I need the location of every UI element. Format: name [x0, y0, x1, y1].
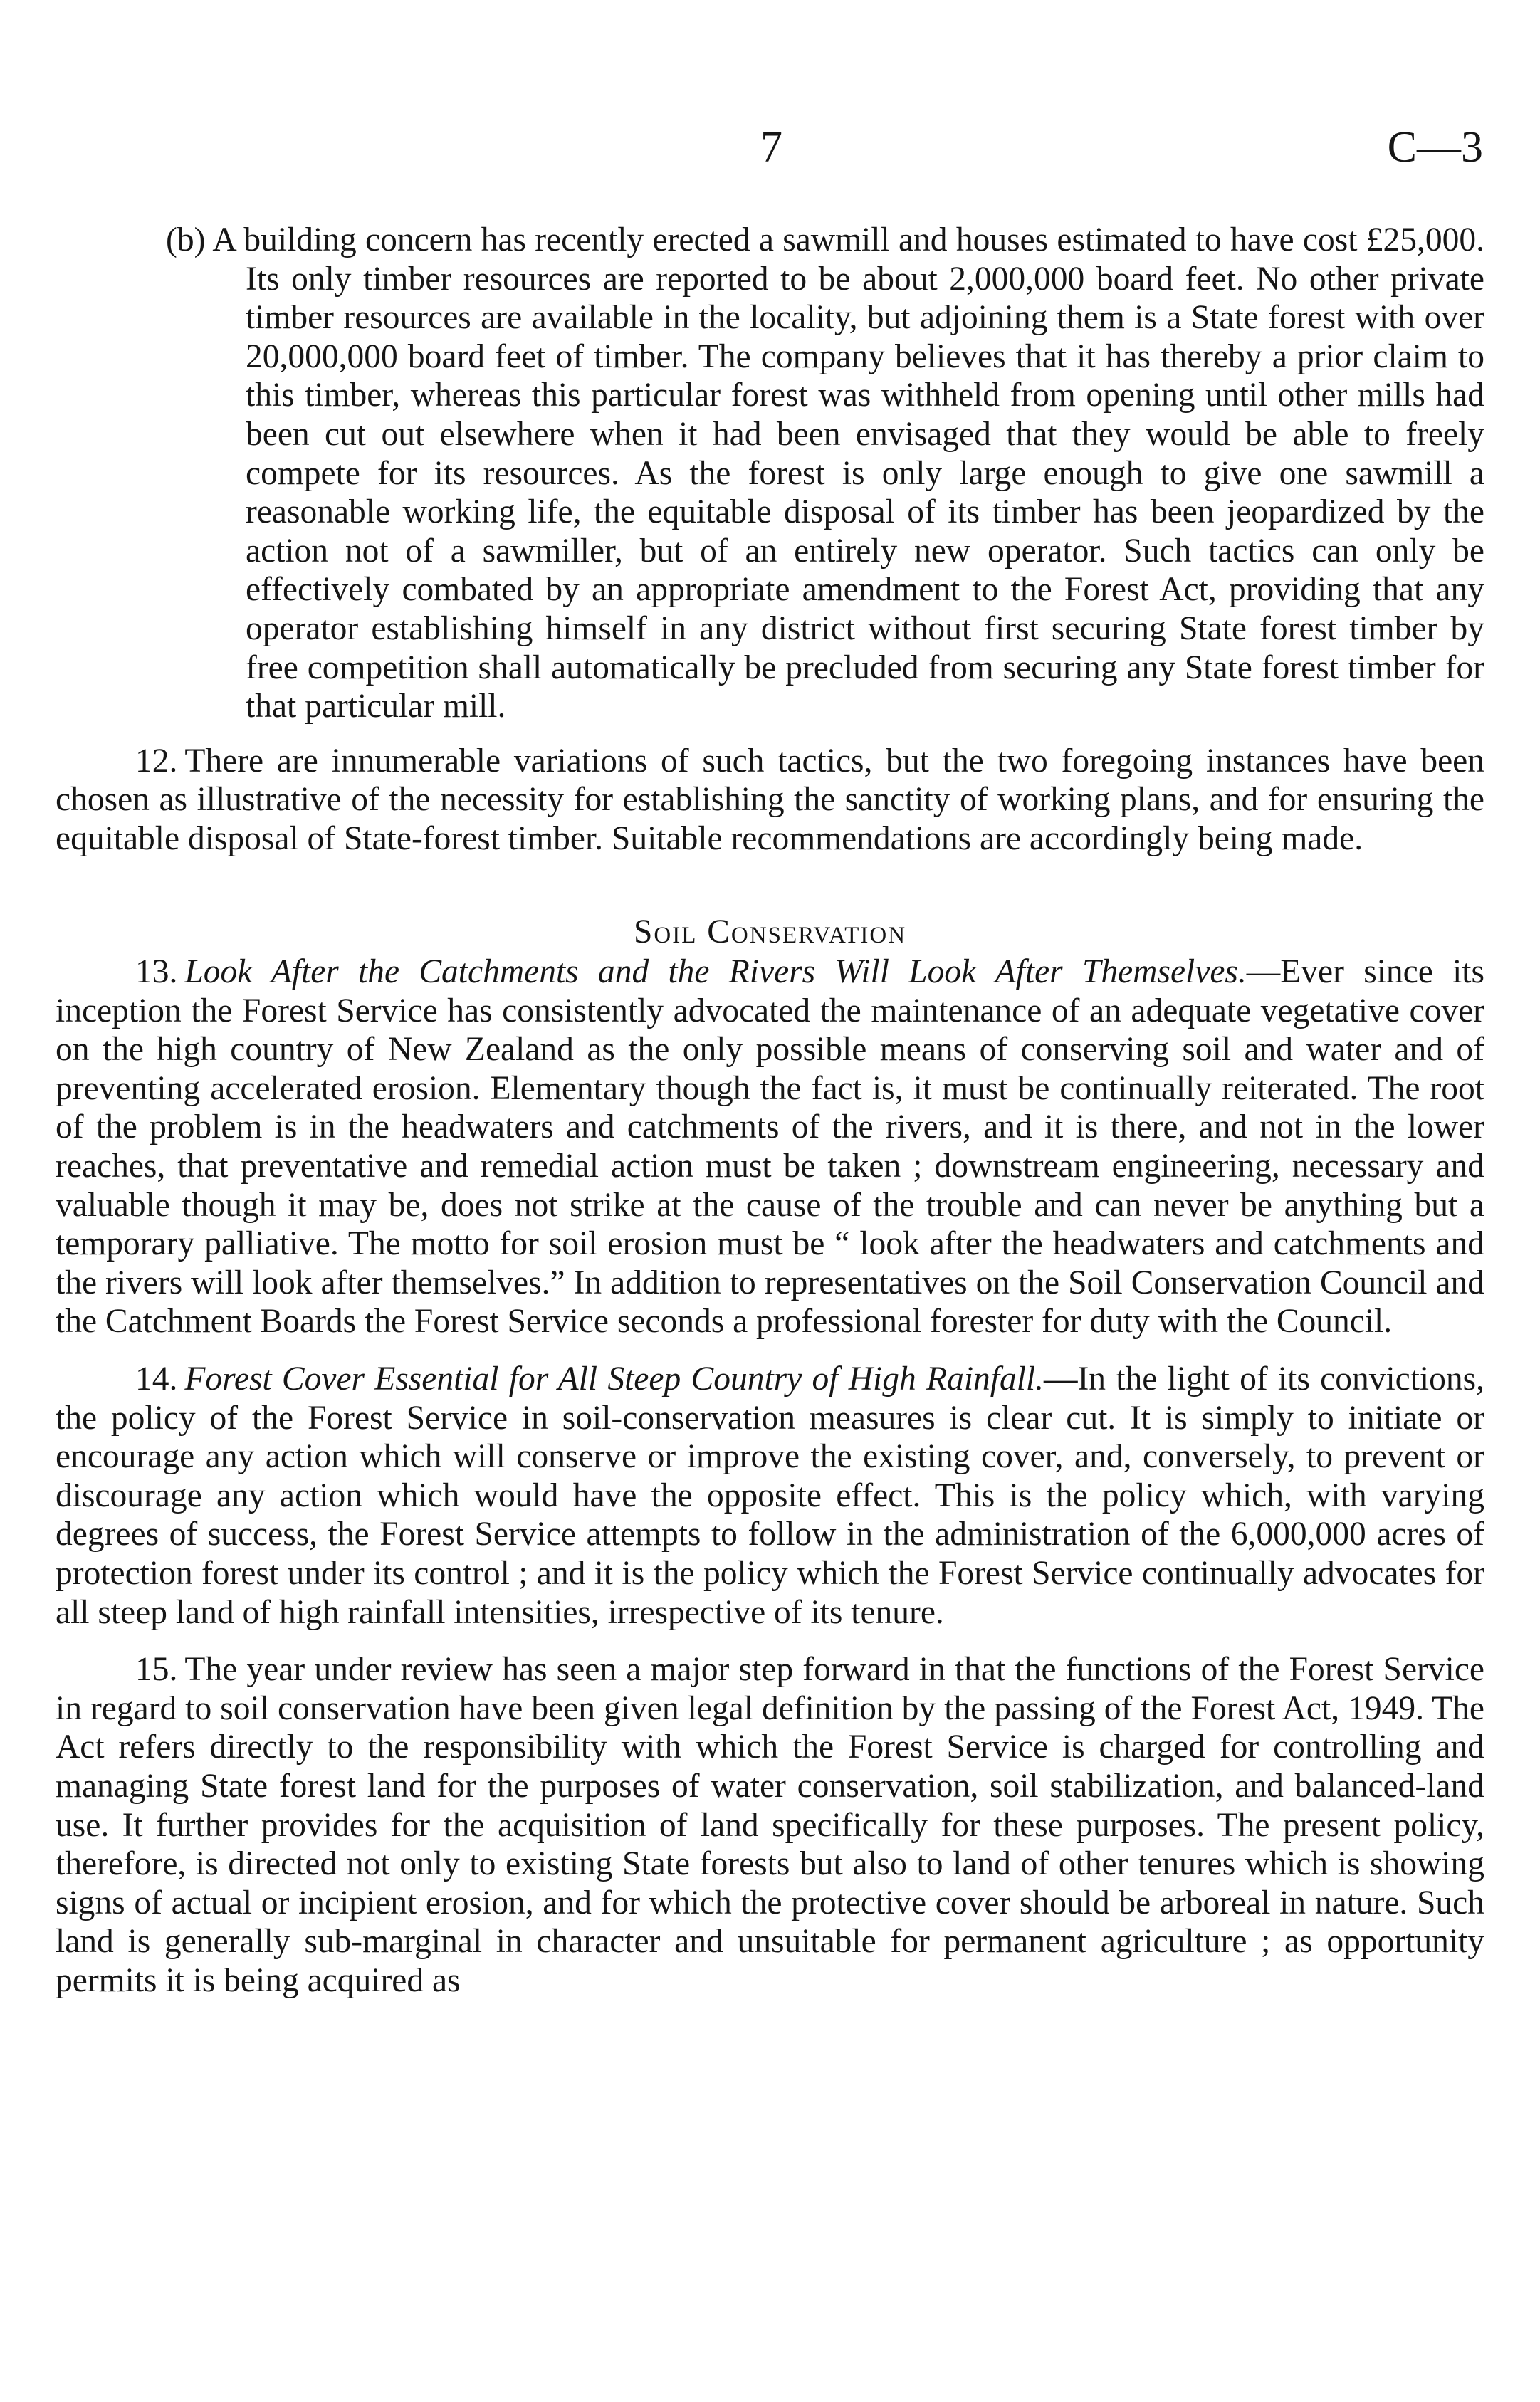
paragraph-number: 15. [135, 1651, 178, 1689]
page-number: 7 [760, 123, 782, 172]
paragraph-number: 12. [135, 742, 178, 780]
paragraph-text: —Ever since its inception the Forest Service has consistently advocated the maintenance of an adequate vegetative cover on the high country of New Zealand as the only possible means of conserving soil and water and of preventing accelerated erosion. Elementary though the fact is, it must be continually reiterated. The root of the problem is in the headwaters and catchments of the rivers, and it is there, and not in the lower reaches, that preventative and remedial action must be taken ; downstream engineering, necessary and valuable though it may be, does not strike at the cause of the trouble and can never be anything but a temporary palliative. The motto for soil erosion must be “ look after the headwaters and catchments and the rivers will look after themselves.” In addition to representatives on the Soil Conservation Council and the Catchment Boards the Forest Service seconds a professional forester for duty with the Council. [56, 953, 1484, 1341]
sub-item-label: (b) [166, 221, 206, 258]
paragraph-12 [56, 742, 1484, 859]
paragraph-number: 13. [135, 953, 178, 991]
page-header [0, 122, 1540, 179]
paragraph-13 [56, 953, 1484, 1341]
page-body [56, 221, 1484, 2000]
paragraph-title: Forest Cover Essential for All Steep Country of High Rainfall. [184, 1360, 1044, 1398]
paragraph-text: —In the light of its convictions, the policy of the Forest Service in soil-conservation measures is clear cut. It is simply to initiate or encourage any action which will conserve or improve the existing cover, and, conversely, to prevent or discourage any action which would have the opposite effect. This is the policy which, with varying degrees of success, the Forest Service attempts to follow in the administration of the 6,000,000 acres of protection forest under its control ; and it is the policy which the Forest Service continually advocates for all steep land of high rainfall intensities, irrespective of its tenure. [56, 1360, 1484, 1631]
document-reference: C—3 [1387, 123, 1483, 172]
paragraph-15 [56, 1650, 1484, 2000]
section-heading: Soil Conservation [633, 913, 907, 950]
paragraph-title: Look After the Catchments and the Rivers Will Look After Themselves. [184, 953, 1247, 991]
paragraph-text: The year under review has seen a major step forward in that the functions of the Forest Service in regard to soil conservation have been given legal definition by the passing of the Forest Act, 1949. The Act refers directly to the responsibility with which the Forest Service is charged for controlling and managing State forest land for the purposes of water conservation, soil stabilization, and balanced-land use. It further provides for the acquisition of land specifically for these purposes. The present policy, therefore, is directed not only to existing State forests but also to land of other tenures which is showing signs of actual or incipient erosion, and for which the protective cover should be arboreal in nature. Such land is generally sub-marginal in character and unsuitable for permanent agriculture ; as opportunity permits it is being acquired as [56, 1651, 1484, 1999]
paragraph-text: There are innumerable variations of such tactics, but the two foregoing instances have been chosen as illustrative of the necessity for establishing the sanctity of working plans, and for ensuring the equitable disposal of State-forest timber. Suitable recommendations are accordingly being made. [56, 742, 1484, 857]
sub-item-b [56, 221, 1484, 726]
paragraph-number: 14. [135, 1360, 178, 1398]
paragraph-14 [56, 1360, 1484, 1632]
sub-item-text: A building concern has recently erected a sawmill and houses estimated to have cost £25,000. Its only timber resources are reported to be about 2,000,000 board feet. No other private timber resources are available in the locality, but adjoining them is a State forest with over 20,000,000 board feet of timber. The company believes that it has thereby a prior claim to this timber, whereas this particular forest was withheld from opening until other mills had been cut out elsewhere when it had been envisaged that they would be able to freely compete for its resources. As the forest is only large enough to give one sawmill a reasonable working life, the equitable disposal of its timber has been jeopardized by the action not of a sawmiller, but of an entirely new operator. Such tactics can only be effectively combated by an appropriate amendment to the Forest Act, providing that any operator establishing himself in any district without first securing State forest timber by free competition shall automatically be precluded from securing any State forest timber for that particular mill. [212, 221, 1484, 725]
